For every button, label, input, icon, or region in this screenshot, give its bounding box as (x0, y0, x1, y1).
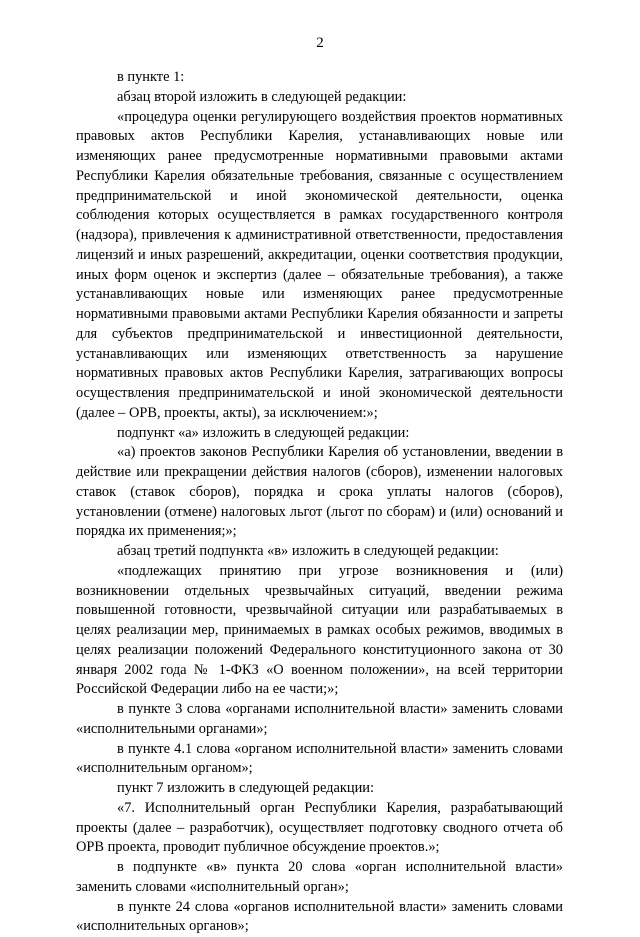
paragraph: в пункте 4.1 слова «органом исполнительной власти» заменить словами «исполнительным органом»; (76, 740, 563, 780)
document-body (76, 68, 563, 937)
paragraph: абзац второй изложить в следующей редакции: (76, 88, 563, 108)
paragraph: в пункте 24 слова «органов исполнительной власти» заменить словами «исполнительных органов»; (76, 898, 563, 937)
paragraph: «7. Исполнительный орган Республики Карелия, разрабатывающий проекты (далее – разработчик), осуществляет подготовку сводного отчета об ОРВ проекта, проводит публичное обсуждение проектов.»; (76, 799, 563, 858)
page-number: 2 (0, 34, 640, 52)
paragraph: «процедура оценки регулирующего воздействия проектов нормативных правовых актов Республики Карелия, устанавливающих новые или изменяющих ранее предусмотренные нормативными правовыми актами Республики Карелия обязательные требования, связанные с осуществлением предпринимательской и иной экономической деятельности, оценка соблюдения которых осуществляется в рамках государственного контроля (надзора), привлечения к административной ответственности, предоставления лицензий и иных разрешений, аккредитации, оценки соответствия продукции, иных форм оценок и экспертиз (далее – обязательные требования), а также устанавливающих новые или изменяющих ранее предусмотренные нормативными правовыми актами Республики Карелия обязанности и запреты для субъектов предпринимательской и инвестиционной деятельности, устанавливающих или изменяющих ответственность за нарушение нормативных правовых актов Республики Карелия, затрагивающих вопросы осуществления предпринимательской и иной экономической деятельности (далее – ОРВ, проекты, акты), за исключением:»; (76, 108, 563, 424)
paragraph: «а) проектов законов Республики Карелия об установлении, введении в действие или прекращении действия налогов (сборов), изменении налоговых ставок (ставок сборов), порядка и срока уплаты налогов (сборов), установлении (отмене) налоговых льгот (льгот по сборам) и (или) оснований и порядка их применения;»; (76, 443, 563, 542)
paragraph: в пункте 1: (76, 68, 563, 88)
paragraph: в пункте 3 слова «органами исполнительной власти» заменить словами «исполнительными органами»; (76, 700, 563, 740)
paragraph: в подпункте «в» пункта 20 слова «орган исполнительной власти» заменить словами «исполнительный орган»; (76, 858, 563, 898)
paragraph: абзац третий подпункта «в» изложить в следующей редакции: (76, 542, 563, 562)
paragraph: подпункт «а» изложить в следующей редакции: (76, 424, 563, 444)
paragraph: «подлежащих принятию при угрозе возникновения и (или) возникновении отдельных чрезвычайных ситуаций, введении режима повышенной готовности, чрезвычайной ситуации или разрабатываемых в целях реализации мер, принимаемых в рамках особых режимов, вводимых в целях реализации положений Федерального конституционного закона от 30 января 2002 года № 1-ФКЗ «О военном положении», на всей территории Российской Федерации либо на ее части;»; (76, 562, 563, 700)
paragraph: пункт 7 изложить в следующей редакции: (76, 779, 563, 799)
